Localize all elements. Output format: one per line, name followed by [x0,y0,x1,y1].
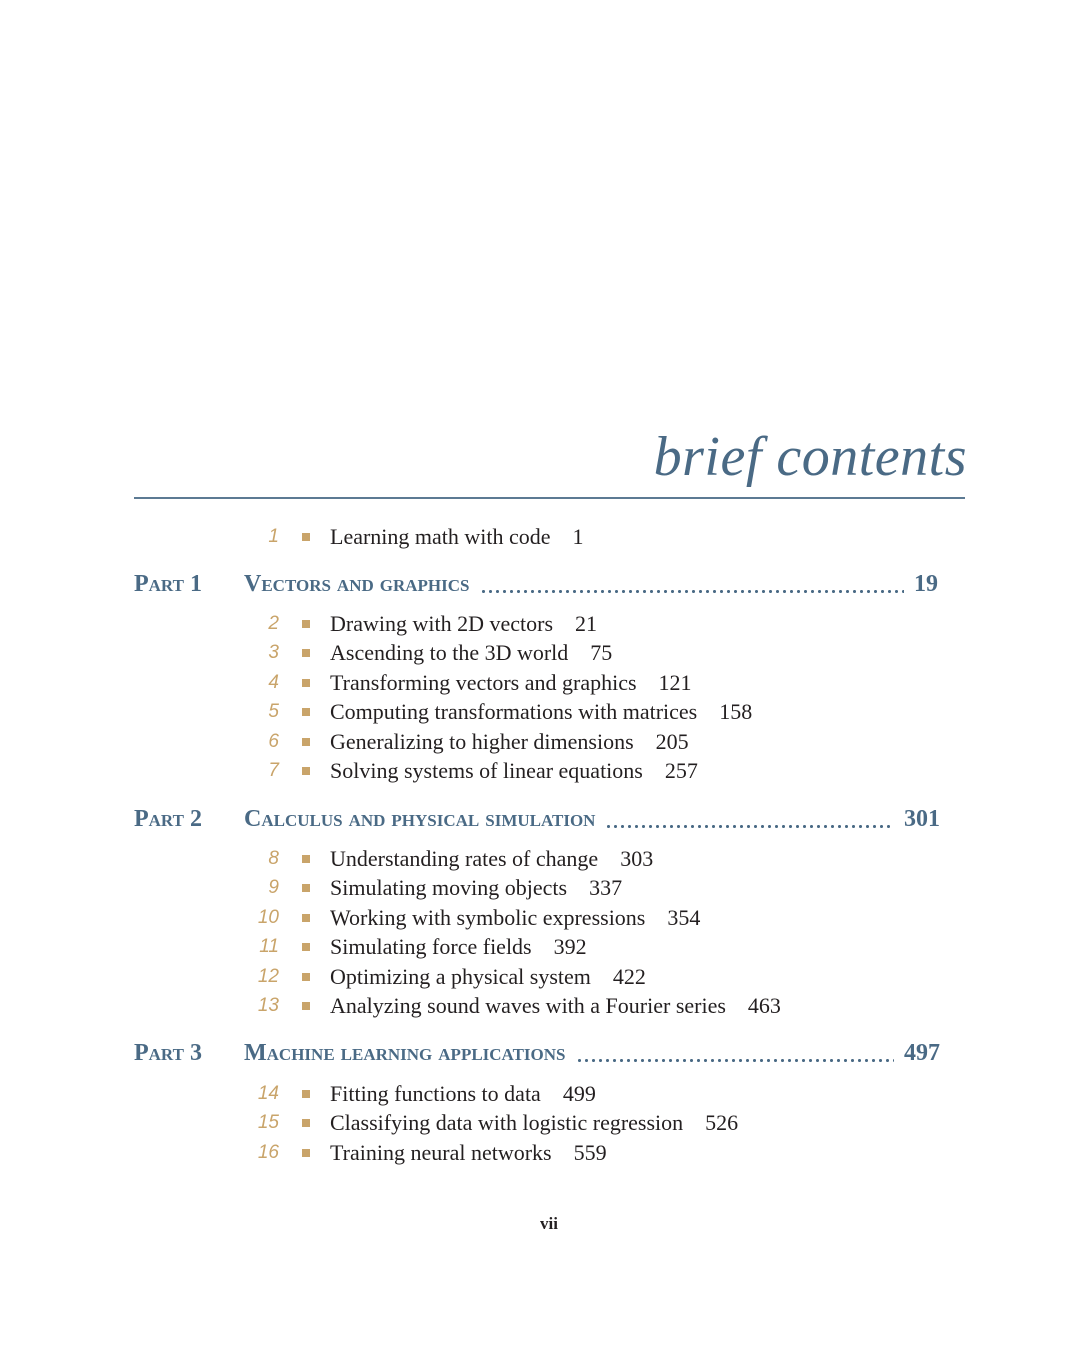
toc-chapter-14[interactable] [200,1079,596,1109]
bullet-icon [302,1119,310,1127]
toc-chapter-5[interactable] [200,697,752,727]
chapter-page: 257 [664,758,698,783]
toc-chapter-15[interactable] [200,1108,738,1138]
chapter-number: 10 [257,907,279,928]
chapter-page: 422 [612,964,646,989]
toc-chapter-13[interactable] [200,991,781,1021]
chapter-number: 13 [257,995,279,1016]
chapter-number: 14 [257,1083,279,1104]
chapter-number: 12 [257,966,279,987]
chapter-title: Computing transformations with matrices [330,699,698,724]
toc-chapter-3[interactable] [200,638,612,668]
toc-part-3[interactable] [134,1036,940,1070]
chapter-title: Fitting functions to data [330,1081,541,1106]
toc-chapter-6[interactable] [200,727,689,757]
chapter-page: 337 [589,875,623,900]
chapter-number: 4 [268,672,279,693]
toc-chapter-11[interactable] [200,932,587,962]
bullet-icon [302,884,310,892]
part-page: 19 [914,570,938,597]
chapter-page: 559 [573,1140,607,1165]
toc-part-1[interactable] [134,567,938,601]
toc-chapter-9[interactable] [200,873,622,903]
chapter-number: 8 [268,848,279,869]
bullet-icon [302,914,310,922]
chapter-number: 5 [268,701,279,722]
chapter-page: 21 [575,611,598,636]
chapter-page: 463 [747,993,781,1018]
chapter-page: 158 [719,699,753,724]
chapter-page: 1 [572,524,584,549]
bullet-icon [302,708,310,716]
chapter-title: Optimizing a physical system [330,964,591,989]
page-number: vii [540,1214,558,1233]
chapter-page: 499 [562,1081,596,1106]
chapter-number: 7 [268,760,279,781]
part-title: Calculus and physical simulation [244,805,596,832]
chapter-page: 354 [667,905,701,930]
chapter-number: 3 [268,642,279,663]
bullet-icon [302,1002,310,1010]
toc-chapter-7[interactable] [200,756,698,786]
chapter-title: Learning math with code [330,524,551,549]
toc-chapter-4[interactable] [200,668,692,698]
part-label: Part 2 [134,805,202,832]
chapter-number: 6 [268,731,279,752]
toc-part-2[interactable] [134,802,940,836]
chapter-number: 1 [268,526,279,547]
dot-leader [576,1052,895,1064]
part-label: Part 1 [134,570,202,597]
chapter-title: Analyzing sound waves with a Fourier series [330,993,726,1018]
chapter-title: Training neural networks [330,1140,552,1165]
chapter-page: 75 [590,640,613,665]
toc-chapter-1[interactable] [200,522,584,552]
toc-chapter-8[interactable] [200,844,653,874]
chapter-number: 11 [259,936,279,957]
chapter-title: Transforming vectors and graphics [330,670,637,695]
bullet-icon [302,533,310,541]
chapter-title: Ascending to the 3D world [330,640,569,665]
chapter-page: 205 [655,729,689,754]
chapter-title: Solving systems of linear equations [330,758,643,783]
chapter-title: Generalizing to higher dimensions [330,729,634,754]
toc-chapter-2[interactable] [200,609,597,639]
chapter-number: 9 [268,877,279,898]
part-page: 301 [904,805,940,832]
chapter-page: 303 [620,846,654,871]
toc-chapter-10[interactable] [200,903,700,933]
chapter-title: Classifying data with logistic regression [330,1110,684,1135]
bullet-icon [302,679,310,687]
chapter-title: Simulating moving objects [330,875,568,900]
bullet-icon [302,649,310,657]
chapter-title: Understanding rates of change [330,846,599,871]
chapter-title: Drawing with 2D vectors [330,611,554,636]
part-title: Machine learning applications [244,1039,566,1066]
page-title: brief contents [653,426,967,488]
dot-leader [480,583,905,595]
bullet-icon [302,973,310,981]
chapter-number: 16 [257,1142,279,1163]
bullet-icon [302,1090,310,1098]
chapter-number: 2 [268,613,279,634]
chapter-page: 392 [553,934,587,959]
chapter-page: 526 [705,1110,739,1135]
bullet-icon [302,620,310,628]
part-label: Part 3 [134,1039,202,1066]
part-page: 497 [904,1039,940,1066]
chapter-page: 121 [658,670,692,695]
title-rule [134,497,965,499]
toc-chapter-16[interactable] [200,1138,607,1168]
bullet-icon [302,738,310,746]
dot-leader [605,818,894,830]
chapter-title: Working with symbolic expressions [330,905,646,930]
bullet-icon [302,943,310,951]
bullet-icon [302,855,310,863]
part-title: Vectors and graphics [244,570,470,597]
toc-chapter-12[interactable] [200,962,646,992]
bullet-icon [302,1149,310,1157]
bullet-icon [302,767,310,775]
chapter-title: Simulating force fields [330,934,532,959]
chapter-number: 15 [257,1112,279,1133]
